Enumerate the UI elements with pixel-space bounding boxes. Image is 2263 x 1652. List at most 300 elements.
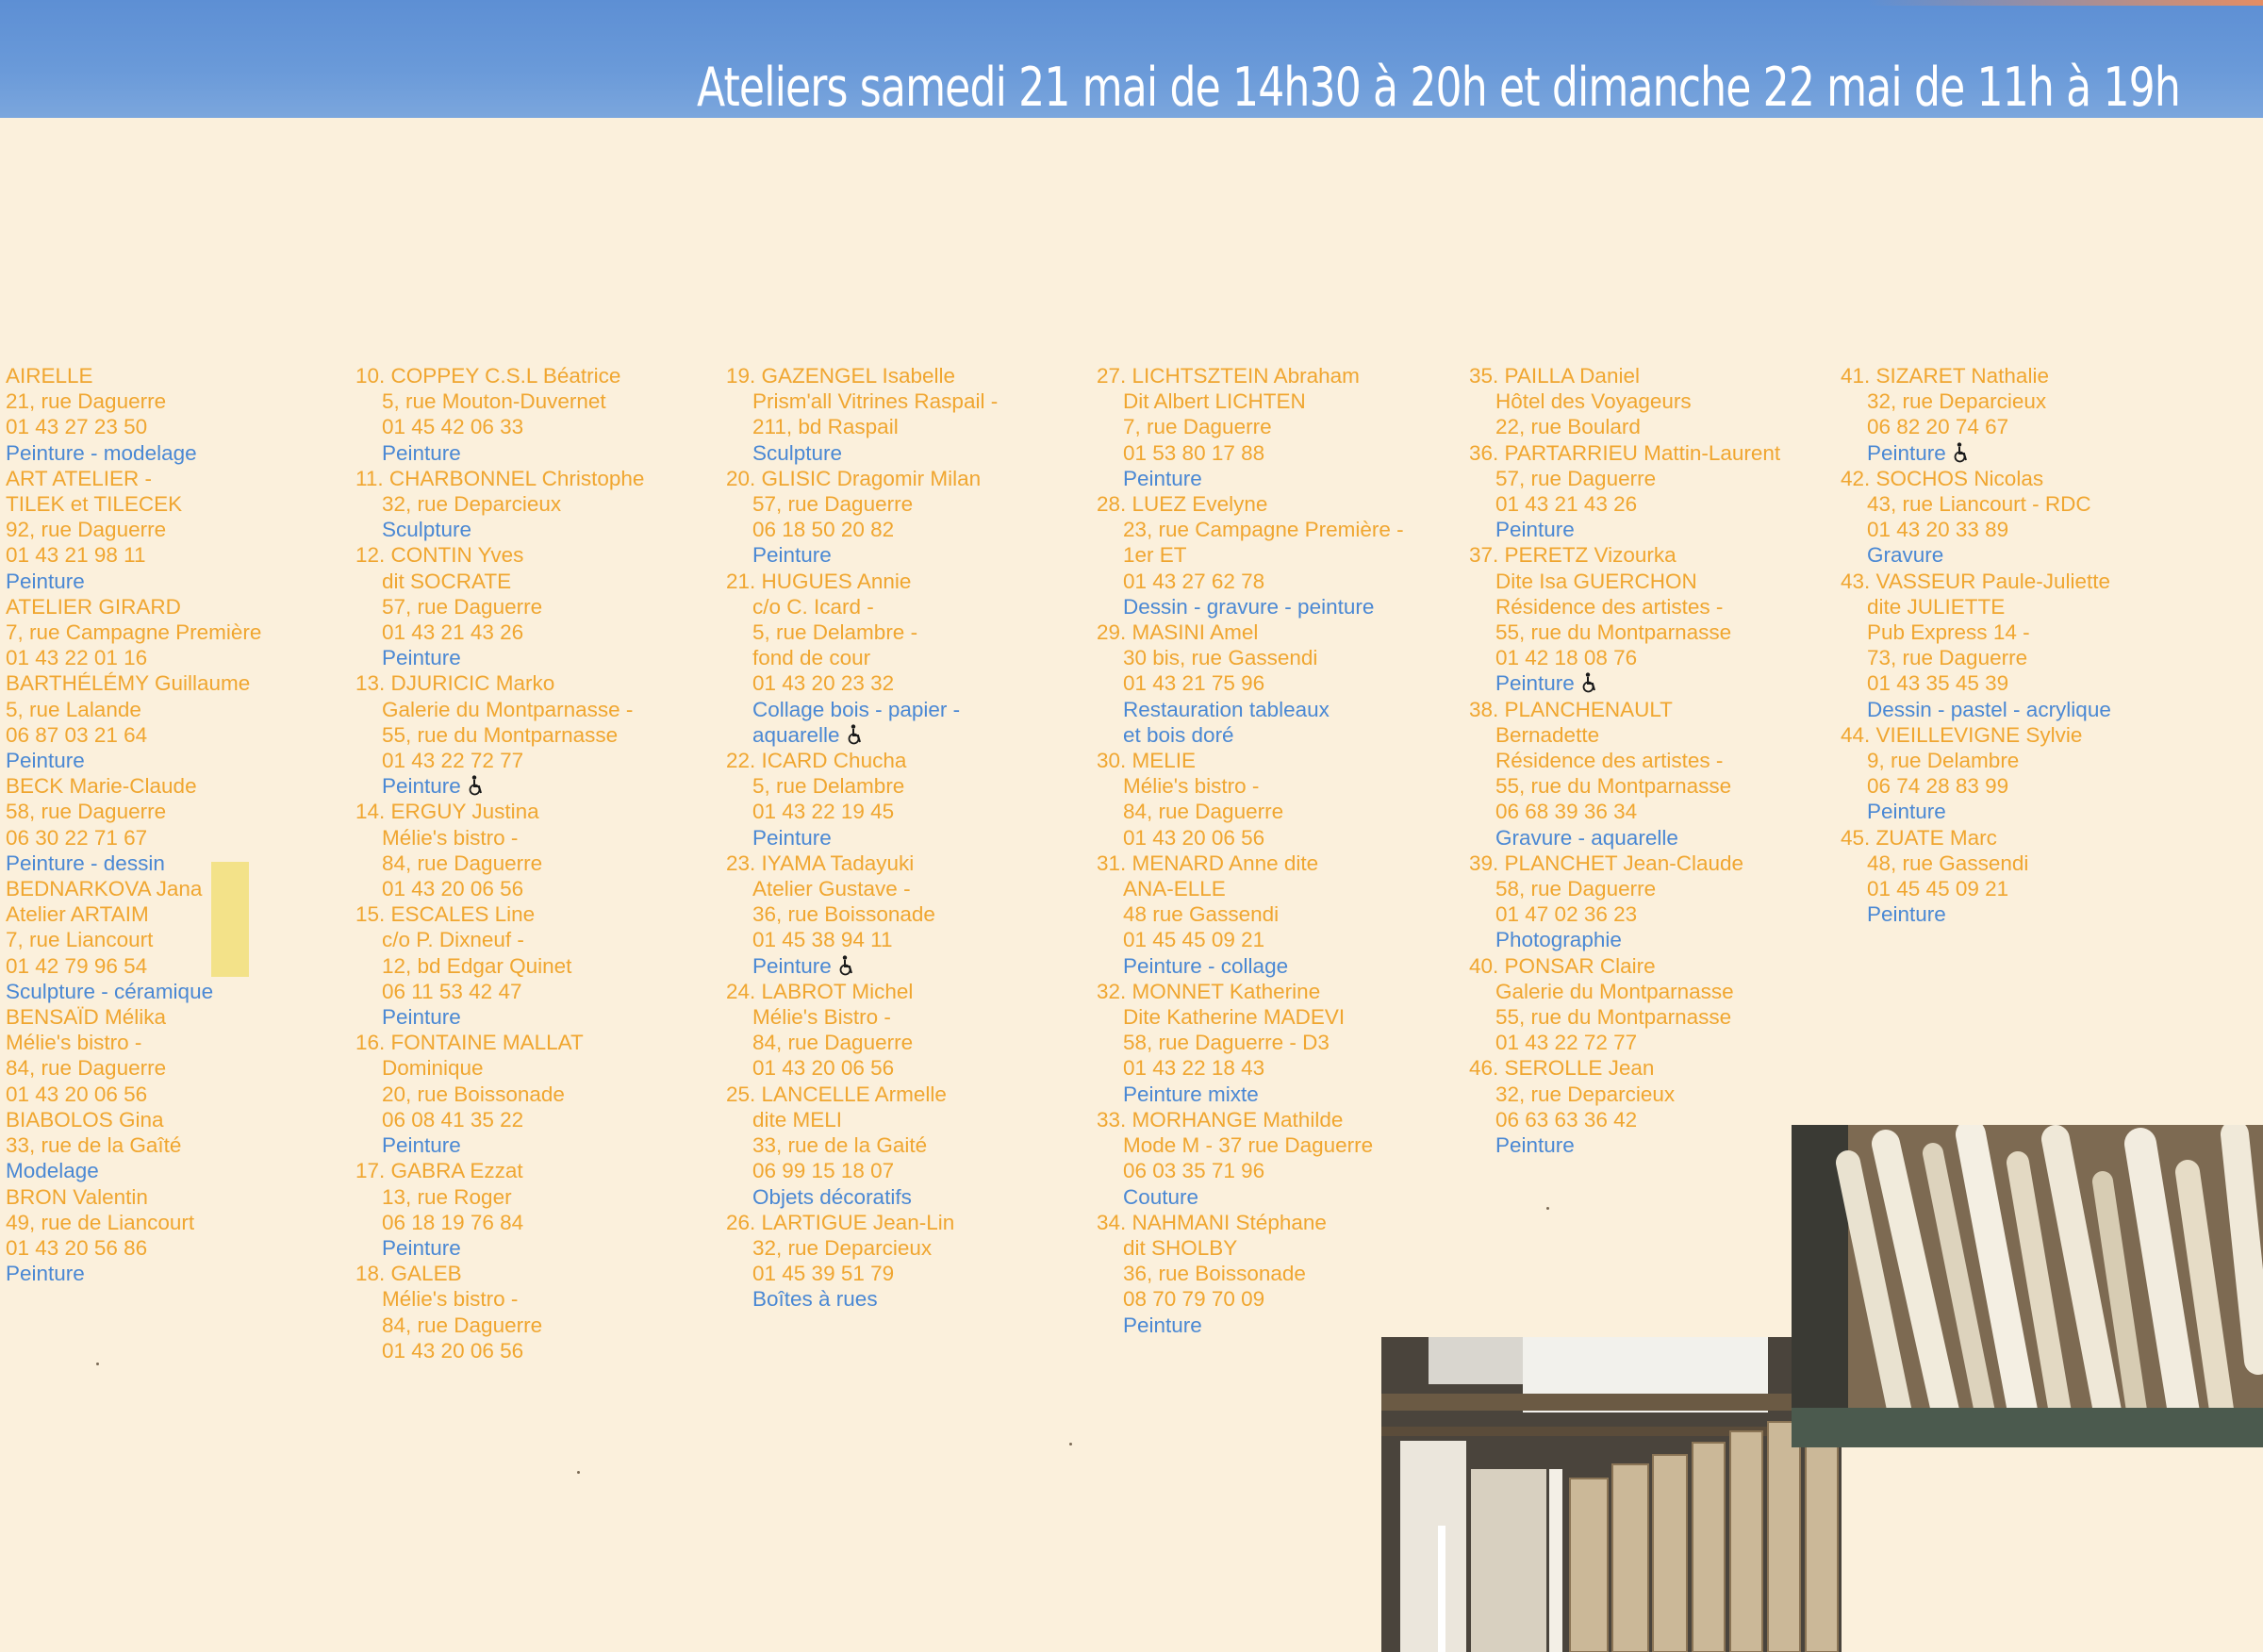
artist-name: VASSEUR Paule-Juliette: [1875, 569, 2110, 593]
artist-detail: Résidence des artistes -: [1495, 594, 1724, 619]
artist-name-line: [355, 542, 644, 568]
artist-detail: 84, rue Daguerre: [1123, 800, 1284, 824]
artist-entry: [1097, 1107, 1404, 1210]
specialty-text: Gravure - aquarelle: [1495, 825, 1678, 850]
artist-specialty: [355, 773, 644, 799]
artist-specialty: [6, 1261, 261, 1286]
artist-detail: Mode M - 37 rue Daguerre: [1123, 1133, 1374, 1158]
artist-detail: 23, rue Campagne Première -: [1123, 518, 1404, 542]
artist-name: GAZENGEL Isabelle: [761, 364, 956, 388]
specialty-text: Peinture: [752, 953, 832, 978]
artist-number: 33.: [1097, 1107, 1127, 1132]
artist-name: FONTAINE MALLAT: [390, 1031, 584, 1055]
artist-column-6: [1841, 363, 2111, 927]
artist-name: LABROT Michel: [761, 979, 914, 1003]
artist-detail: 36, rue Boissonade: [752, 902, 935, 927]
specialty-text: Peinture: [6, 749, 85, 773]
artist-detail: 1er ET: [1123, 543, 1187, 568]
paper-speck: [96, 1363, 99, 1365]
artist-name: MASINI Amel: [1132, 620, 1259, 645]
wheelchair-icon: [848, 724, 863, 745]
artist-detail: 01 43 20 06 56: [1123, 825, 1265, 850]
artist-detail: c/o C. Icard -: [752, 594, 874, 619]
artist-specialty: [6, 1158, 261, 1183]
artist-entry: [6, 773, 261, 876]
artist-detail: Dit Albert LICHTEN: [1123, 389, 1306, 414]
artist-number: 25.: [726, 1082, 756, 1106]
artist-entry: [1469, 363, 1780, 440]
artist-name-line: [6, 466, 261, 491]
artist-detail: 58, rue Daguerre - D3: [1123, 1031, 1330, 1055]
artist-detail: 06 68 39 36 34: [1495, 800, 1638, 824]
artist-specialty: [726, 697, 998, 722]
artist-detail: 06 08 41 35 22: [382, 1107, 524, 1132]
artist-name: CHARBONNEL Christophe: [388, 466, 645, 490]
artist-detail: dite MELI: [752, 1107, 843, 1132]
artist-detail: 06 03 35 71 96: [1123, 1159, 1265, 1183]
artist-entry: [726, 363, 998, 466]
specialty-text: Couture: [1123, 1184, 1199, 1209]
artist-detail: Prism'all Vitrines Raspail -: [752, 389, 999, 414]
artist-name: COPPEY C.S.L Béatrice: [390, 364, 621, 388]
artist-detail: 43, rue Liancourt - RDC: [1867, 492, 2091, 517]
artist-name: HUGUES Annie: [761, 569, 912, 593]
artist-specialty: [6, 569, 261, 594]
specialty-text: Sculpture: [382, 518, 472, 542]
artist-name: PONSAR Claire: [1504, 953, 1656, 978]
artist-detail: Atelier Gustave -: [752, 877, 911, 901]
artist-number: 31.: [1097, 851, 1127, 875]
artist-specialty: [1097, 1184, 1404, 1210]
artist-entry: [726, 748, 998, 851]
artist-detail: 21, rue Daguerre: [6, 389, 167, 414]
artist-detail: 7, rue Daguerre: [1123, 415, 1272, 439]
artist-detail: 01 45 38 94 11: [752, 928, 893, 952]
artist-name-line: [1097, 851, 1404, 876]
artist-entry: [6, 363, 261, 466]
artist-detail: 01 43 27 23 50: [6, 415, 148, 439]
artist-detail: fond de cour: [752, 646, 871, 670]
artist-detail: 32, rue Deparcieux: [382, 492, 562, 517]
artist-specialty: [1841, 697, 2111, 722]
artist-detail: 01 43 22 18 43: [1123, 1056, 1265, 1081]
artist-column-2: [355, 363, 644, 1363]
specialty-text: Peinture: [1123, 1313, 1202, 1337]
specialty-text: Peinture: [1495, 518, 1575, 542]
specialty-text: Peinture: [382, 1005, 461, 1030]
specialty-text: Peinture: [1495, 671, 1575, 696]
wheelchair-icon: [1582, 672, 1597, 693]
artist-detail: 06 87 03 21 64: [6, 722, 148, 747]
artist-number: 16.: [355, 1031, 386, 1055]
artist-entry: [355, 799, 644, 901]
page-title: Ateliers samedi 21 mai de 14h30 à 20h et dimanche 22 mai de 11h à 19h: [697, 57, 2180, 119]
artist-specialty: [355, 440, 644, 466]
artist-name: PARTARRIEU Mattin-Laurent: [1504, 440, 1781, 465]
artist-entry: [1097, 851, 1404, 979]
artist-number: 44.: [1841, 722, 1871, 747]
artist-name: GABRA Ezzat: [390, 1159, 523, 1183]
artist-detail: 01 43 21 43 26: [382, 620, 524, 645]
specialty-text: Peinture: [752, 825, 832, 850]
artist-entry: [1097, 1210, 1404, 1338]
artist-specialty: [1469, 927, 1780, 952]
specialty-text: Peinture: [1495, 1133, 1575, 1158]
artist-entry: [726, 1210, 998, 1313]
artist-entry: [1469, 542, 1780, 696]
artist-entry: [355, 901, 644, 1030]
artist-detail: 06 18 50 20 82: [752, 518, 895, 542]
artist-entry: [6, 670, 261, 773]
artist-entry: [1841, 466, 2111, 569]
artist-number: 15.: [355, 902, 386, 927]
artist-name-line: [355, 901, 644, 927]
artist-name: BARTHÉLÉMY Guillaume: [6, 671, 251, 696]
artist-entry: [1841, 569, 2111, 722]
artist-detail: 49, rue de Liancourt: [6, 1210, 195, 1234]
artist-specialty: [1097, 466, 1404, 491]
artist-name: SIZARET Nathalie: [1875, 364, 2049, 388]
artist-name-line: [1097, 363, 1404, 388]
artist-name-line: [6, 1004, 261, 1030]
artist-name: CONTIN Yves: [390, 543, 524, 568]
specialty-text: Photographie: [1495, 928, 1622, 952]
artist-detail: 08 70 79 70 09: [1123, 1287, 1265, 1312]
artist-number: 27.: [1097, 364, 1127, 388]
artist-name-line: [355, 466, 644, 491]
artist-name-line: [1469, 851, 1780, 876]
artist-name-line: [1097, 1210, 1404, 1235]
artist-detail: 01 43 21 75 96: [1123, 671, 1265, 696]
wheelchair-icon: [1954, 442, 1969, 463]
artist-detail: 06 99 15 18 07: [752, 1159, 895, 1183]
artist-entry: [6, 1107, 261, 1184]
artist-name-line: [726, 1210, 998, 1235]
artist-entry: [1469, 697, 1780, 851]
artist-specialty: [1469, 825, 1780, 851]
artist-number: 19.: [726, 364, 756, 388]
artist-detail: 01 42 18 08 76: [1495, 646, 1638, 670]
artist-specialty: [726, 953, 998, 979]
artist-entry: [355, 363, 644, 466]
artist-name-line: [726, 748, 998, 773]
artist-detail: 92, rue Daguerre: [6, 518, 167, 542]
artist-detail: 01 43 20 06 56: [6, 1082, 148, 1106]
artist-specialty: [726, 722, 998, 748]
artist-entry: [1841, 722, 2111, 825]
artist-name: VIEILLEVIGNE Sylvie: [1875, 722, 2083, 747]
artist-name: BENSAÏD Mélika: [6, 1005, 167, 1030]
artist-detail: 01 43 20 23 32: [752, 671, 895, 696]
artist-detail: Dominique: [382, 1056, 484, 1081]
artist-name: DJURICIC Marko: [390, 671, 555, 696]
artist-detail: Mélie's bistro -: [6, 1031, 142, 1055]
artist-name: AIRELLE: [6, 364, 93, 388]
artist-detail: 55, rue du Montparnasse: [382, 722, 619, 747]
artist-number: 37.: [1469, 543, 1499, 568]
artist-number: 12.: [355, 543, 386, 568]
paper-speck: [577, 1471, 580, 1474]
artist-detail: 20, rue Boissonade: [382, 1082, 565, 1106]
artist-specialty: [1469, 670, 1780, 696]
artist-entry: [726, 466, 998, 569]
artist-detail: 01 45 39 51 79: [752, 1262, 895, 1286]
artist-number: 46.: [1469, 1056, 1499, 1081]
artist-detail: 48, rue Gassendi: [1867, 851, 2029, 875]
specialty-text: Peinture mixte: [1123, 1082, 1259, 1106]
artist-name-line: [6, 594, 261, 620]
artist-specialty: [355, 1004, 644, 1030]
artist-name-line: [1841, 722, 2111, 748]
artist-detail: 12, bd Edgar Quinet: [382, 953, 572, 978]
artist-detail: dit SOCRATE: [382, 569, 512, 593]
artist-entry: [1469, 1055, 1780, 1158]
artist-detail: 58, rue Daguerre: [1495, 877, 1657, 901]
artist-number: 30.: [1097, 749, 1127, 773]
artist-column-5: [1469, 363, 1780, 1158]
artist-number: 20.: [726, 466, 756, 490]
artist-specialty: [726, 440, 998, 466]
artist-detail: 06 63 63 36 42: [1495, 1107, 1638, 1132]
artist-name: MENARD Anne dite: [1132, 851, 1319, 875]
artist-name: PERETZ Vizourka: [1504, 543, 1677, 568]
artist-column-3: [726, 363, 998, 1313]
artist-name: LARTIGUE Jean-Lin: [761, 1210, 955, 1234]
artist-specialty: [1097, 697, 1404, 722]
artist-number: 38.: [1469, 697, 1499, 721]
artist-name: ATELIER GIRARD: [6, 594, 181, 619]
artist-name-line: [1097, 620, 1404, 645]
artist-name: BIABOLOS Gina: [6, 1107, 164, 1132]
artist-entry: [355, 670, 644, 799]
artist-specialty: [355, 1132, 644, 1158]
artist-detail: 84, rue Daguerre: [382, 851, 543, 875]
artist-entry: [1097, 491, 1404, 620]
atelier-storage-illustration: [1381, 1337, 1842, 1652]
artist-detail: 01 53 80 17 88: [1123, 440, 1265, 465]
artist-detail: 9, rue Delambre: [1867, 749, 2020, 773]
artist-specialty: [1841, 440, 2111, 466]
artist-number: 45.: [1841, 825, 1871, 850]
specialty-text: Peinture: [382, 646, 461, 670]
artist-specialty: [1469, 517, 1780, 542]
artist-detail: Galerie du Montparnasse -: [382, 697, 634, 721]
specialty-text: Restauration tableaux: [1123, 697, 1330, 721]
specialty-text: Dessin - gravure - peinture: [1123, 594, 1375, 619]
artist-name-line: [726, 979, 998, 1004]
artist-specialty: [1841, 542, 2111, 568]
artist-name: LUEZ Evelyne: [1132, 492, 1268, 517]
artist-detail: 01 43 22 19 45: [752, 800, 895, 824]
artist-name-line: [726, 851, 998, 876]
artist-number: 14.: [355, 800, 386, 824]
artist-name: ART ATELIER -: [6, 466, 153, 490]
artist-entry: [355, 1158, 644, 1261]
artist-detail: 48 rue Gassendi: [1123, 902, 1280, 927]
artist-number: 24.: [726, 979, 756, 1003]
artist-entry: [355, 1261, 644, 1363]
artist-detail: 73, rue Daguerre: [1867, 646, 2028, 670]
artist-detail: Dite Katherine MADEVI: [1123, 1005, 1346, 1030]
artist-number: 26.: [726, 1210, 756, 1234]
artist-detail: 5, rue Delambre: [752, 774, 905, 799]
artist-entry: [726, 979, 998, 1082]
artist-detail: 06 18 19 76 84: [382, 1210, 524, 1234]
artist-name: PLANCHET Jean-Claude: [1504, 851, 1744, 875]
specialty-text: et bois doré: [1123, 722, 1234, 747]
artist-name-line: [726, 466, 998, 491]
wheelchair-icon: [839, 955, 854, 976]
artist-name-line: [6, 670, 261, 696]
artist-name: MONNET Katherine: [1132, 979, 1321, 1003]
artist-column-1: [6, 363, 261, 1286]
artist-detail: 01 42 79 96 54: [6, 953, 148, 978]
artist-specialty: [355, 645, 644, 670]
specialty-text: Dessin - pastel - acrylique: [1867, 697, 2111, 721]
artist-entry: [1097, 363, 1404, 491]
artist-number: 21.: [726, 569, 756, 593]
artist-number: 10.: [355, 364, 386, 388]
artist-number: 36.: [1469, 440, 1499, 465]
artist-name-line: [355, 363, 644, 388]
artist-number: 35.: [1469, 364, 1499, 388]
artist-detail: 01 43 20 33 89: [1867, 518, 2009, 542]
artist-specialty: [1469, 1132, 1780, 1158]
artist-number: 28.: [1097, 492, 1127, 517]
artist-detail: 01 43 21 98 11: [6, 543, 146, 568]
artist-detail: 01 43 27 62 78: [1123, 569, 1265, 593]
artist-detail: Mélie's bistro -: [1123, 774, 1260, 799]
artist-name-line: [1469, 542, 1780, 568]
artist-detail: 22, rue Boulard: [1495, 415, 1641, 439]
artist-specialty: [1841, 799, 2111, 824]
artist-name-line: [1469, 1055, 1780, 1081]
artist-detail: 84, rue Daguerre: [382, 1313, 543, 1337]
artist-detail: 33, rue de la Gaîté: [6, 1133, 182, 1158]
artist-specialty: [726, 1184, 998, 1210]
artist-detail: 36, rue Boissonade: [1123, 1262, 1306, 1286]
artist-name: ESCALES Line: [390, 902, 536, 927]
artist-entry: [1469, 440, 1780, 543]
artist-detail: 55, rue du Montparnasse: [1495, 1005, 1732, 1030]
artist-name: NAHMANI Stéphane: [1132, 1210, 1327, 1234]
artist-entry: [6, 466, 261, 594]
artist-name: GALEB: [390, 1262, 462, 1286]
artist-name-line: [1469, 440, 1780, 466]
artist-name-line: [726, 1082, 998, 1107]
artist-detail: 57, rue Daguerre: [752, 492, 914, 517]
artist-name: BEDNARKOVA Jana: [6, 877, 203, 901]
specialty-text: Modelage: [6, 1159, 99, 1183]
artist-specialty: [6, 979, 261, 1004]
artist-detail: 58, rue Daguerre: [6, 800, 167, 824]
artist-name-line: [1841, 825, 2111, 851]
artist-detail: 84, rue Daguerre: [6, 1056, 167, 1081]
artist-name: LICHTSZTEIN Abraham: [1132, 364, 1360, 388]
artist-entry: [6, 1184, 261, 1287]
rolled-canvases-photo: [1792, 1125, 2263, 1447]
artist-name-line: [1097, 491, 1404, 517]
artist-detail: 01 43 21 43 26: [1495, 492, 1638, 517]
artist-detail: 84, rue Daguerre: [752, 1031, 914, 1055]
artist-name: LANCELLE Armelle: [761, 1082, 947, 1106]
artist-detail: 01 43 22 72 77: [382, 749, 524, 773]
artist-detail: 01 45 45 09 21: [1123, 928, 1265, 952]
artist-detail: 06 11 53 42 47: [382, 979, 522, 1003]
artist-entry: [355, 542, 644, 670]
artist-detail: 01 43 35 45 39: [1867, 671, 2009, 696]
artist-detail: dite JULIETTE: [1867, 594, 2006, 619]
artist-specialty: [1097, 1082, 1404, 1107]
artist-detail: 33, rue de la Gaité: [752, 1133, 928, 1158]
specialty-text: Peinture: [382, 440, 461, 465]
artist-detail: 01 45 45 09 21: [1867, 877, 2009, 901]
artist-name: ERGUY Justina: [390, 800, 539, 824]
artist-detail: 5, rue Lalande: [6, 697, 141, 721]
artist-entry: [355, 466, 644, 543]
artist-name: GLISIC Dragomir Milan: [761, 466, 982, 490]
specialty-text: Peinture: [1867, 800, 1946, 824]
artist-name: MORHANGE Mathilde: [1132, 1107, 1344, 1132]
artist-number: 29.: [1097, 620, 1127, 645]
artist-detail: 30 bis, rue Gassendi: [1123, 646, 1318, 670]
artist-specialty: [355, 1235, 644, 1261]
artist-number: 11.: [355, 466, 384, 490]
artist-detail: 13, rue Roger: [382, 1184, 512, 1209]
artist-detail: 01 43 20 06 56: [382, 877, 524, 901]
artist-detail: 55, rue du Montparnasse: [1495, 774, 1732, 799]
artist-specialty: [726, 825, 998, 851]
artist-detail: 01 45 42 06 33: [382, 415, 524, 439]
artist-name-line: [355, 1261, 644, 1286]
artist-detail: 01 43 20 06 56: [382, 1338, 524, 1363]
atelier-storage-photo: [1381, 1337, 1842, 1652]
artist-entry: [726, 851, 998, 979]
artist-name-line: [1469, 953, 1780, 979]
specialty-text: Sculpture - céramique: [6, 979, 214, 1003]
artist-detail: 5, rue Mouton-Duvernet: [382, 389, 606, 414]
artist-name-line: [1469, 697, 1780, 722]
specialty-text: Gravure: [1867, 543, 1944, 568]
artist-entry: [1841, 825, 2111, 928]
artist-detail: Galerie du Montparnasse: [1495, 979, 1734, 1003]
artist-detail: c/o P. Dixneuf -: [382, 928, 524, 952]
artist-name: BECK Marie-Claude: [6, 774, 197, 799]
artist-name-line: [6, 363, 261, 388]
artist-detail: Bernadette: [1495, 722, 1600, 747]
specialty-text: Peinture - dessin: [6, 851, 165, 875]
artist-detail: 5, rue Delambre -: [752, 620, 918, 645]
artist-detail: 211, bd Raspail: [752, 415, 899, 439]
artist-detail: Mélie's bistro -: [382, 1287, 519, 1312]
artist-number: 22.: [726, 749, 756, 773]
artist-name: PAILLA Daniel: [1504, 364, 1640, 388]
artist-entry: [1097, 620, 1404, 748]
specialty-text: Peinture: [752, 543, 832, 568]
artist-number: 17.: [355, 1159, 386, 1183]
artist-entry: [726, 569, 998, 748]
artist-entry: [1841, 363, 2111, 466]
artist-name-line: [6, 1184, 261, 1210]
artist-name: ZUATE Marc: [1875, 825, 1997, 850]
artist-name-line: [1097, 1107, 1404, 1132]
artist-name: SEROLLE Jean: [1504, 1056, 1655, 1081]
artist-specialty: [726, 1286, 998, 1312]
artist-detail: 01 43 20 56 86: [6, 1235, 148, 1260]
artist-specialty: [1841, 901, 2111, 927]
artist-detail: 57, rue Daguerre: [382, 594, 543, 619]
specialty-text: Peinture: [382, 1235, 461, 1260]
